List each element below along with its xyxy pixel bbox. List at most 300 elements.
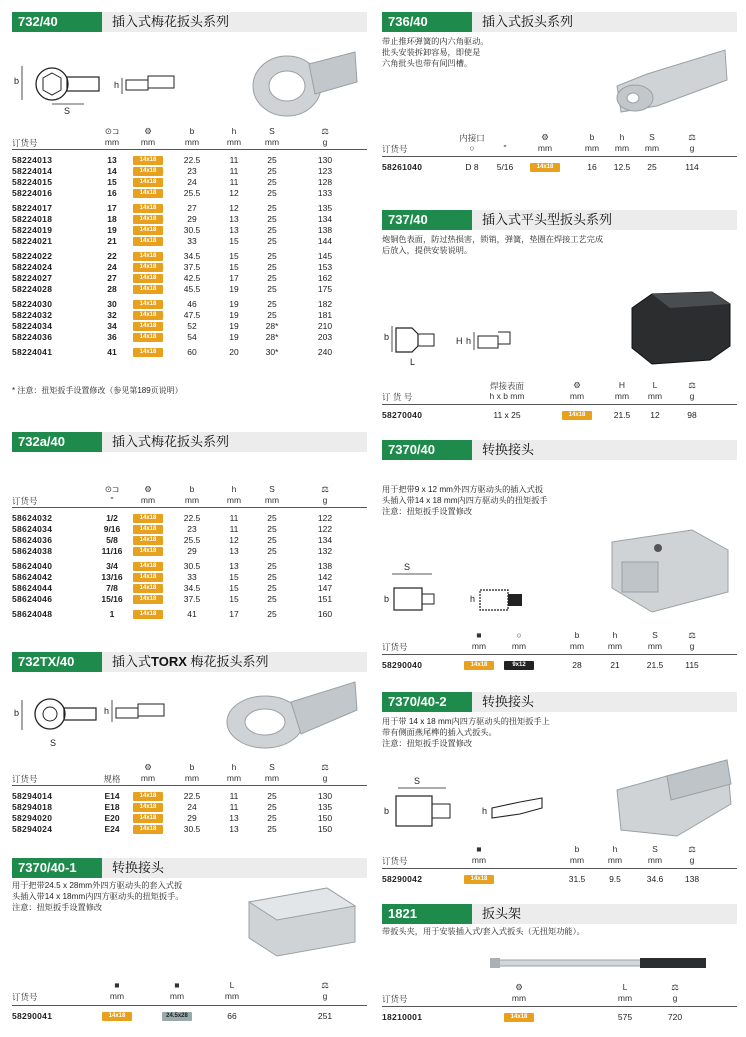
col-unit: mm [584,143,600,153]
drive-cell [133,513,163,523]
s-value: 21.5 [646,660,664,670]
h-value: 9.5 [609,874,621,884]
drive-cell [133,546,163,556]
b-value: 47.5 [183,310,201,320]
col-d-unit: mm [104,137,120,147]
divider [12,1005,367,1006]
drive-badge: 14x18 [133,792,163,801]
table-row [12,236,367,246]
col-order: 订货号 [12,774,38,784]
drive-badge: 14x18 [133,536,163,545]
s-value: 25 [267,203,277,213]
table-row [12,203,367,213]
size-value: 15 [107,177,117,187]
desc-line: 头插入带14 x 18 mm内四方驱动头的扭矩扳手 [382,496,548,505]
l-value: 575 [617,1012,633,1022]
h-value: 15 [229,572,239,582]
s-value: 25 [267,188,277,198]
h-value: 19 [229,321,239,331]
h-value: 15 [229,262,239,272]
order-number: 58624040 [12,561,53,571]
dovetail-adapter-photo [607,754,735,850]
drive-badge: 14x18 [133,274,163,283]
divider [12,785,367,786]
size-value: 21 [107,236,117,246]
col-h-unit: mm [226,137,242,147]
table-row [12,824,367,834]
weight-value: 130 [317,155,333,165]
l-value: 66 [227,1011,237,1021]
table-row [12,332,367,342]
col-b: b [574,844,580,854]
weight-value: 135 [317,203,333,213]
col-unit: mm [607,641,623,651]
col-unit: mm [109,991,125,1001]
s-value: 25 [267,225,277,235]
inch-mark: " [503,143,507,153]
torx-wrench-photo [217,674,362,754]
h-value: 11 [229,177,239,187]
b-value: 34.5 [183,251,201,261]
drive-badge: 14x18 [102,1012,132,1021]
weight-value: 138 [684,874,700,884]
section-7370-40-1 [12,858,367,1021]
h-value: 19 [229,284,239,294]
size-value: 15/16 [101,594,123,604]
order-number: 58224034 [12,321,53,331]
title-torx: TORX [151,654,187,669]
col-unit: mm [614,391,630,401]
weight-value: 203 [317,332,333,342]
weight-value: 138 [317,225,333,235]
title-part: 插入式 [112,654,152,669]
b-value: 29 [187,214,197,224]
description [382,484,602,517]
col-inner: 内接口 [459,133,485,143]
col-s: S [652,844,658,854]
col-unit: mm [614,143,630,153]
adapter-photo [237,882,362,960]
col-w-unit: g [672,993,678,1003]
col-unit: mm [647,391,663,401]
drive-badge: 14x18 [133,610,163,619]
weight-icon: ⚖ [688,844,696,854]
desc-line: 用于把带9 x 12 mm外四方驱动头的插入式扳 [382,485,544,494]
drive-cell [133,347,163,357]
section-code: 732TX/40 [12,652,102,672]
drive-cell [133,166,163,176]
col-w-unit: g [322,991,328,1001]
desc-line: 用于把带24.5 x 28mm外四方驱动头的套入式扳 [12,881,183,890]
drive-badge: 14x18 [133,562,163,571]
size-value: 27 [107,273,117,283]
drive-badge: 14x18 [530,163,560,172]
weight-value: 150 [317,824,333,834]
ring-size-icon: ⊙⊐ [104,484,120,494]
col-s: S [269,484,275,494]
col-unit: mm [569,641,585,651]
drive-badge: 14x18 [133,215,163,224]
b-value: 31.5 [568,874,586,884]
drive-badge: 14x18 [464,875,494,884]
section-1821 [382,904,737,1022]
b-value: 16 [587,162,597,172]
drive-cell [133,321,163,331]
drive-cell [133,251,163,261]
drive-badge: 14x18 [133,167,163,176]
weight-value: 153 [317,262,333,272]
b-value: 45.5 [183,284,201,294]
drive-cell [133,214,163,224]
divider [382,156,737,157]
b-value: 28 [572,660,582,670]
col-s-unit: mm [264,137,280,147]
drive-icon: ⚙ [573,380,581,390]
drive-badge: 14x18 [504,1013,534,1022]
s-value: 25 [267,262,277,272]
weight-value: 122 [317,513,333,523]
col-unit: mm [471,641,487,651]
col-w-unit: g [322,773,328,783]
drive-cell [97,1011,137,1021]
weight-value: 135 [317,802,333,812]
divider [382,1006,737,1007]
table-row [382,660,737,670]
col-s: S [649,132,655,142]
svg-text:b: b [384,806,390,816]
table-row [12,1011,367,1021]
b-value: 23 [187,166,197,176]
order-number: 58290042 [382,874,423,884]
b-value: 37.5 [183,262,201,272]
section-title [112,652,269,672]
ring-size-icon: ⊙⊐ [104,126,120,136]
section-title: 插入式梅花扳头系列 [112,434,230,449]
weight-value: 150 [317,813,333,823]
drive-cell [157,1011,197,1021]
title-part: 梅花扳头系列 [186,654,269,669]
desc-line: 带有侧面燕尾榫的插入式扳头。 [382,728,497,737]
col-unit: mm [647,855,663,865]
col-unit: mm [511,993,527,1003]
section-title: 转换接头 [482,694,535,709]
section-code: 7370/40-2 [382,692,472,712]
col-w-unit: g [689,855,695,865]
col-unit: mm [471,855,487,865]
drive-cell [133,561,163,571]
s-value: 25 [267,177,277,187]
adapter-diagram [382,560,542,616]
description [382,234,682,256]
size-value: E20 [104,813,120,823]
h-value: 13 [229,824,239,834]
drive-icon: ⚙ [144,762,152,772]
table-row [12,310,367,320]
drive-cell [133,177,163,187]
table-row [12,609,367,619]
drive-cell [133,262,163,272]
h-value: 17 [229,273,239,283]
section-title: 转换接头 [112,860,165,875]
order-number: 58224022 [12,251,53,261]
drive-cell [133,236,163,246]
b-value: 30.5 [183,824,201,834]
b-value: 30.5 [183,225,201,235]
size-value: 13 [107,155,117,165]
size-value: 16 [107,188,117,198]
drive-cell [133,225,163,235]
hex-icon: ○ [469,143,475,153]
drive-cell [133,310,163,320]
s-value: 34.6 [646,874,664,884]
size-value: E24 [104,824,120,834]
col-b: b [189,126,195,136]
drive-cell [133,824,163,834]
s-value: 25 [267,524,277,534]
order-number: 58294014 [12,791,53,801]
desc-line: 注意：扭矩扳手设置修改 [382,507,473,516]
order-number: 18210001 [382,1012,423,1022]
col-s: S [269,762,275,772]
drive-badge: 14x18 [133,584,163,593]
section-header [382,12,737,32]
section-header [382,692,737,712]
weight-value: 138 [317,561,333,571]
section-737-40 [382,210,737,420]
desc-line: 注意：扭矩扳手设置修改 [382,739,473,748]
table-row [12,347,367,357]
table-row [12,594,367,604]
weight-value: 181 [317,310,333,320]
table-row [12,546,367,556]
section-code: 737/40 [382,210,472,230]
drive-cell [133,594,163,604]
size-value: 17 [107,203,117,213]
col-unit: mm [511,641,527,651]
hex-bit-holder-photo [607,36,732,118]
h-value: 15 [229,251,239,261]
order-number: 58224041 [12,347,53,357]
h-value: 11 [229,791,239,801]
b-value: 22.5 [183,791,201,801]
s-value: 25 [267,251,277,261]
section-title: 插入式梅花扳头系列 [112,14,230,29]
col-w-unit: g [322,495,328,505]
col-h: h [612,630,618,640]
weld-holder-diagram [382,310,522,370]
drive-cell [133,813,163,823]
size-value: 28 [107,284,117,294]
section-code: 736/40 [382,12,472,32]
order-number: 58624042 [12,572,53,582]
col-unit: mm [607,855,623,865]
section-header [12,432,367,452]
section-header [382,440,737,460]
section-title: 插入式平头型扳头系列 [482,212,613,227]
order-number: 58224019 [12,225,53,235]
ring-wrench-diagram [12,52,182,124]
b-value: 42.5 [183,273,201,283]
order-number: 58624036 [12,535,53,545]
drive-badge: 14x18 [133,514,163,523]
section-code: 732a/40 [12,432,102,452]
b-value: 29 [187,813,197,823]
col-weld-unit: h x b mm [489,391,525,401]
col-unit: mm [647,641,663,651]
col-l: L [622,982,628,992]
weight-value: 182 [317,299,333,309]
section-code: 7370/40 [382,440,472,460]
order-number: 58224036 [12,332,53,342]
s-value: 25 [267,535,277,545]
col-l: L [229,980,235,990]
s-value: 25 [267,310,277,320]
table-row [382,874,737,884]
s-value: 25 [267,299,277,309]
svg-text:h: h [482,806,488,816]
col-weld: 焊接表面 [489,381,524,391]
col-b: b [589,132,595,142]
size-value: 1 [109,609,115,619]
h-value: 13 [229,813,239,823]
L-value: 12 [650,410,660,420]
svg-text:b: b [14,708,20,718]
h-value: 12 [229,535,239,545]
col-order: 订 货 号 [382,392,413,402]
section-code: 1821 [382,904,472,924]
svg-text:L: L [410,357,416,367]
drive-icon: ⚙ [541,132,549,142]
divider [382,404,737,405]
s-value: 28* [265,321,279,331]
svg-text:b: b [384,594,390,604]
s-value: 25 [267,273,277,283]
drive-cell [133,203,163,213]
b-value: 22.5 [183,155,201,165]
order-number: 58224027 [12,273,53,283]
table-row [12,251,367,261]
drive-badge: 14x18 [133,263,163,272]
weight-value: 115 [685,660,699,670]
drive-cell [462,874,496,884]
order-number: 58224018 [12,214,53,224]
col-order: 订货号 [12,992,38,1002]
table-row [382,162,737,172]
drive-badge: 24.5x28 [162,1012,192,1021]
order-number: 58624034 [12,524,53,534]
weight-icon: ⚖ [321,980,329,990]
table-row [12,155,367,165]
order-number: 58294020 [12,813,53,823]
inch-value: 5/16 [496,162,514,172]
b-value: 24 [187,177,197,187]
section-title: 插入式扳头系列 [482,14,574,29]
b-value: 54 [187,332,197,342]
order-number: 58624048 [12,609,53,619]
size-value: 1/2 [106,513,118,523]
col-b: b [189,762,195,772]
size-value: E14 [104,791,120,801]
divider [382,654,737,655]
b-value: 52 [187,321,197,331]
col-s: S [269,126,275,136]
torx-wrench-diagram [12,692,182,754]
section-header [12,12,367,32]
size-value: 7/8 [106,583,118,593]
table-row [382,410,737,420]
order-number: 58290040 [382,660,423,670]
weight-value: 114 [685,162,699,172]
weight-value: 210 [317,321,333,331]
table-row [12,273,367,283]
section-header [382,904,737,924]
b-value: 33 [187,572,197,582]
svg-text:h: h [470,594,476,604]
s-value: 25 [267,166,277,176]
s-value: 25 [267,214,277,224]
weight-value: 175 [317,284,333,294]
drive-badge: 14x18 [133,595,163,604]
col-h-unit: mm [226,495,242,505]
h-value: 20 [229,347,239,357]
inch-mark: " [110,495,114,505]
drive-cell [133,299,163,309]
s-value: 25 [267,594,277,604]
size-value: 30 [107,299,117,309]
section-header [382,210,737,230]
size-value: E18 [104,802,120,812]
drive-badge: 14x18 [133,204,163,213]
weight-value: 134 [317,535,333,545]
weight-value: 160 [317,609,333,619]
col-L: L [652,380,658,390]
b-value: 25.5 [183,188,201,198]
col-order: 订货号 [12,138,38,148]
description: 带扳头夹，用于安装插入式/套入式扳头（无扭矩功能）。 [382,927,585,936]
weight-value: 122 [317,524,333,534]
col-s: S [652,630,658,640]
col-unit: mm [569,855,585,865]
weight-icon: ⚖ [671,982,679,992]
col-unit: mm [169,991,185,1001]
h-value: 11 [229,524,239,534]
b-value: 25.5 [183,535,201,545]
drive-cell [133,535,163,545]
size-value: 34 [107,321,117,331]
col-s-unit: mm [264,495,280,505]
col-drive-unit: mm [140,495,156,505]
col-h: h [619,132,625,142]
h-value: 11 [229,155,239,165]
s-value: 25 [267,583,277,593]
drive-badge: 14x18 [133,311,163,320]
b-value: 27 [187,203,197,213]
drive-badge: 14x18 [133,333,163,342]
svg-text:h: h [114,80,120,90]
weight-value: 240 [317,347,333,357]
drive-cell [502,1012,536,1022]
section-header [12,858,367,878]
drive-badge: 14x18 [133,573,163,582]
drive-badge: 14x18 [133,322,163,331]
col-unit: mm [224,991,240,1001]
size-value: 3/4 [106,561,118,571]
ring-wrench-photo [247,42,362,124]
drive-badge: 14x18 [562,411,592,420]
drive-cell [462,660,496,670]
drive-badge: 14x18 [133,237,163,246]
svg-text:b: b [384,332,390,342]
